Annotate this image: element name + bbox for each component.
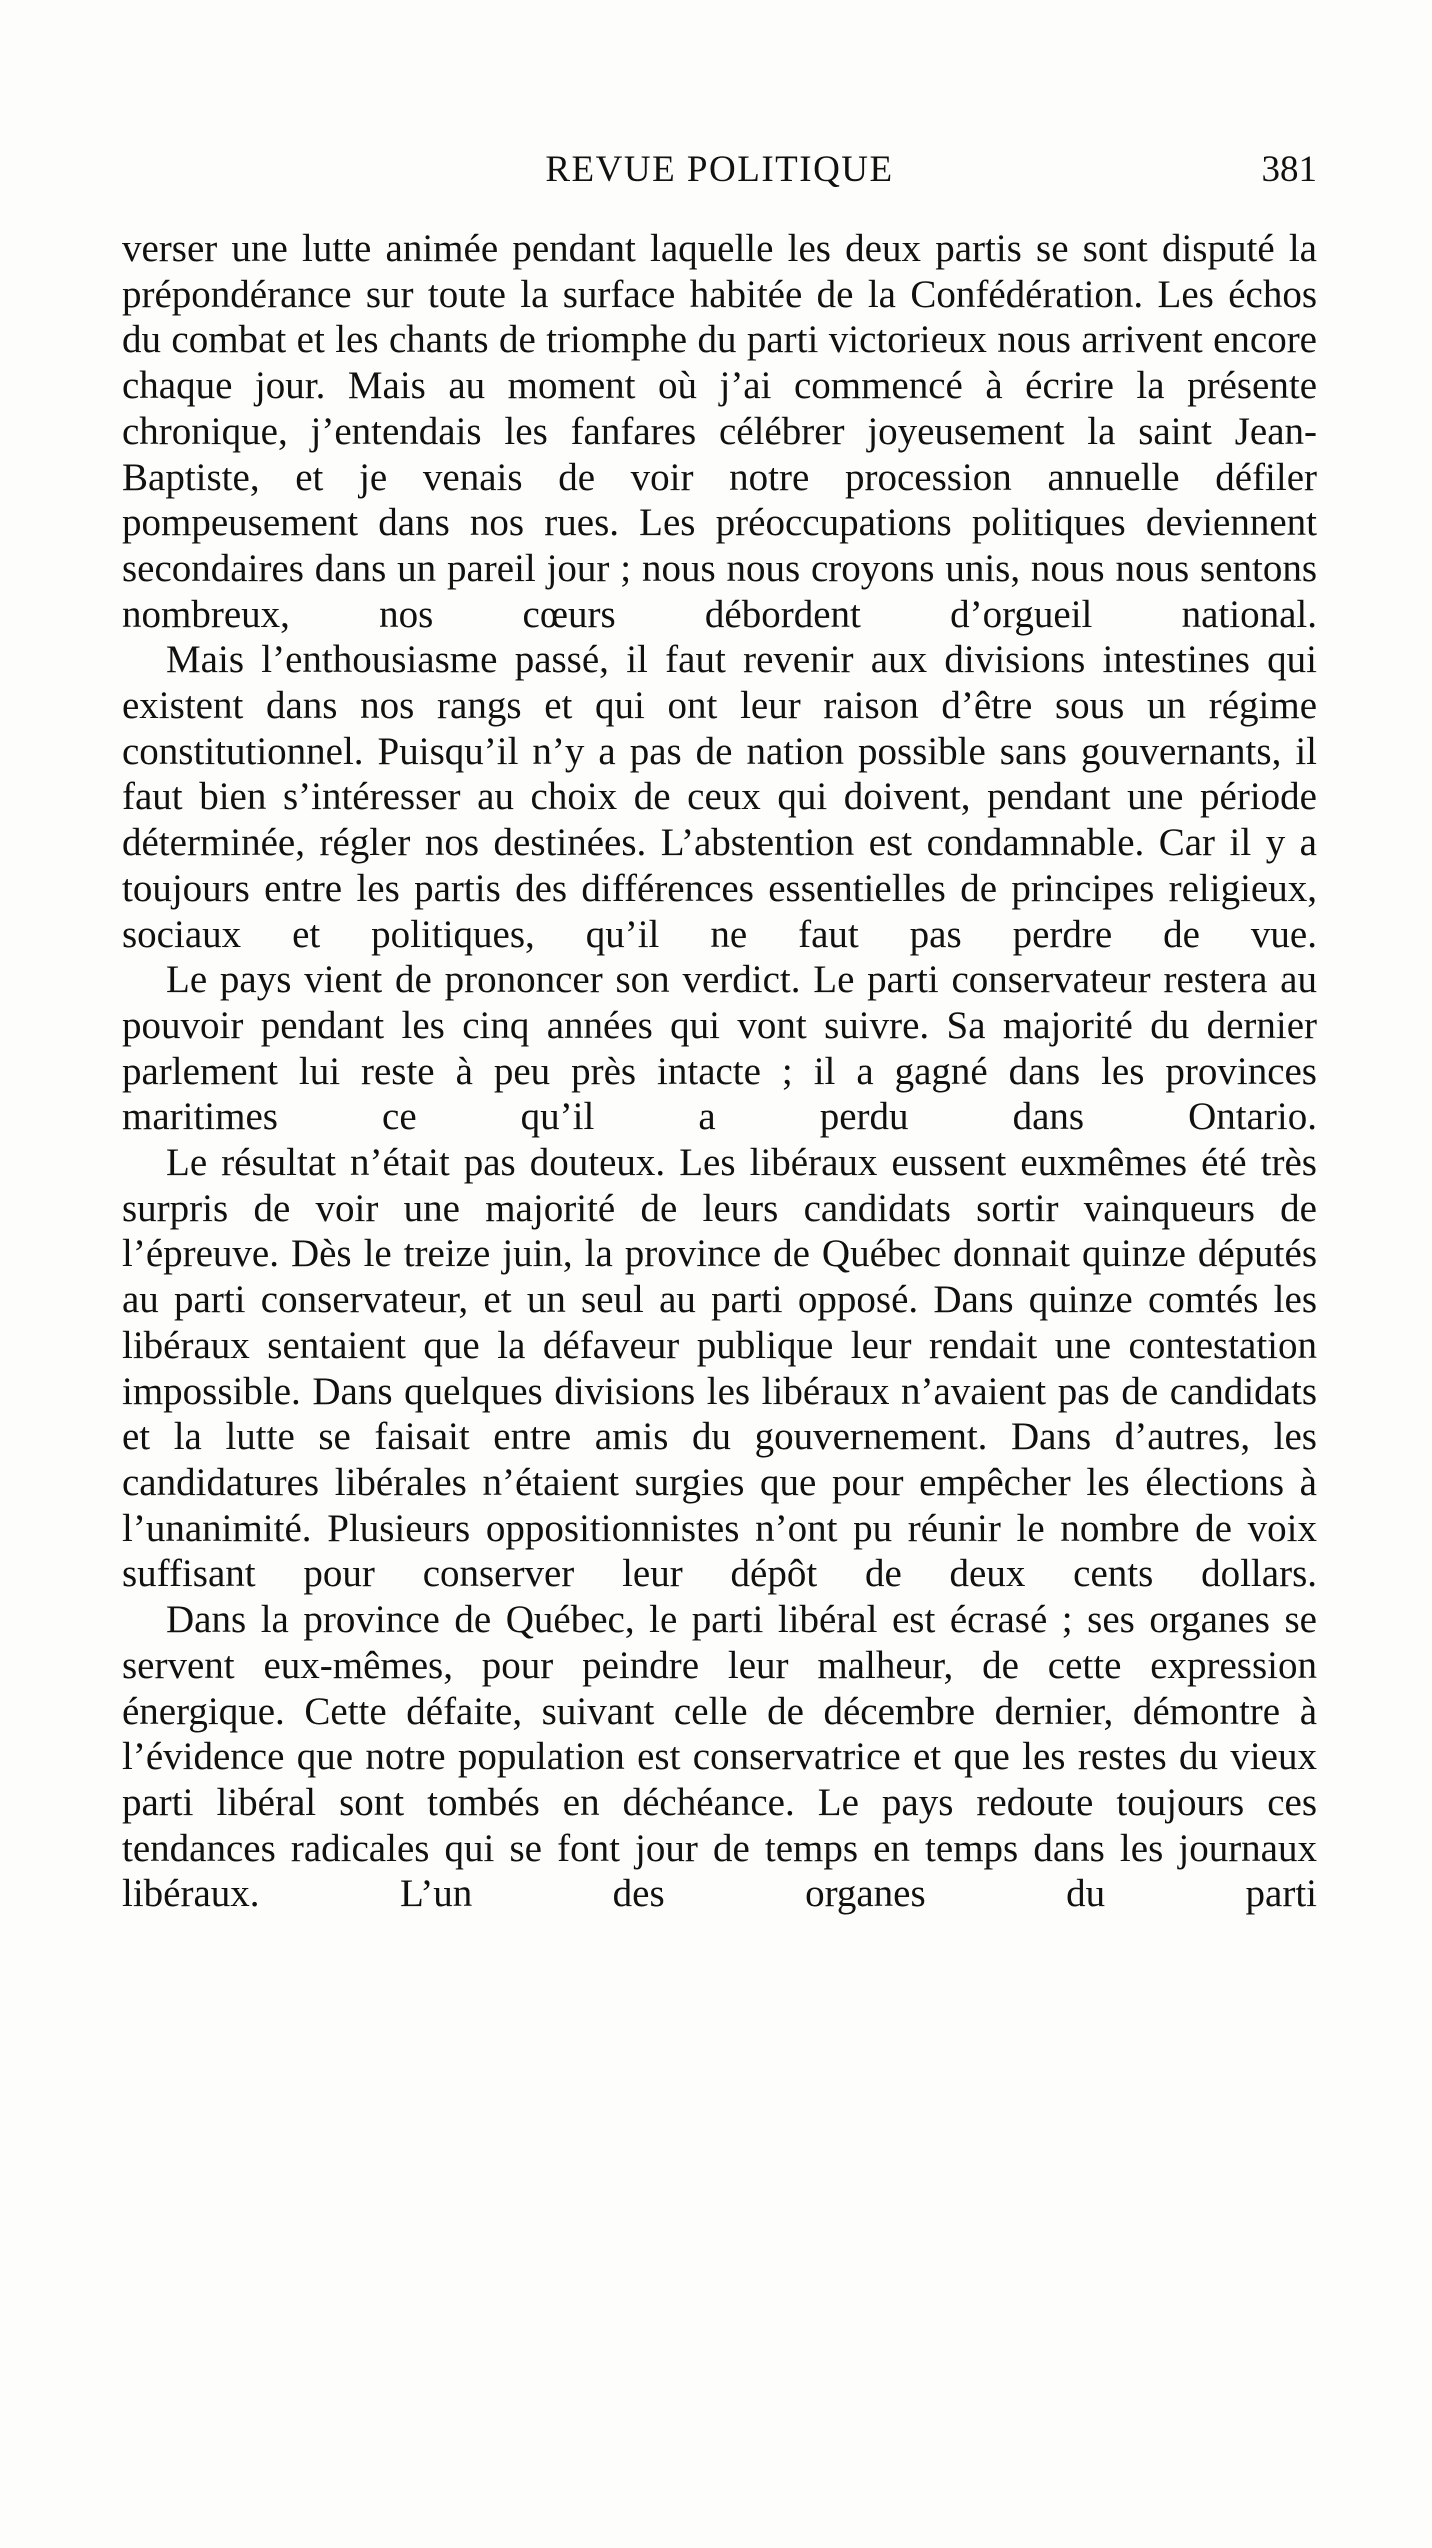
running-head [122,144,1317,196]
body-text [122,226,1317,1917]
paragraph-5: Dans la province de Québec, le parti libéral est écrasé ; ses organes se servent eux-mêmes, pour peindre leur malheur, de cette expression énergique. Cette défaite, suivant celle de décembre dernier, démontre à l’évidence que notre population est conservatrice et que les restes du vieux parti libéral sont tombés en déchéance. Le pays redoute toujours ces tendances radicales qui se font jour de temps en temps dans les journaux libéraux. L’un des organes du parti [122,1598,1317,1916]
paragraph-1: verser une lutte animée pendant laquelle les deux partis se sont disputé la prépondérance sur toute la surface habitée de la Confédération. Les échos du combat et les chants de triomphe du parti victorieux nous arrivent encore chaque jour. Mais au moment où j’ai commencé à écrire la présente chronique, j’entendais les fanfares célébrer joyeusement la saint Jean-Baptiste, et je venais de voir notre procession annuelle défiler pompeusement dans nos rues. Les préoccupations politiques deviennent secondaires dans un pareil jour ; nous nous croyons unis, nous nous sentons nombreux, nos cœurs débordent d’orgueil national. [122,227,1317,636]
paragraph-4: Le résultat n’était pas douteux. Les libéraux eussent euxmêmes été très surpris de voir une majorité de leurs candidats sortir vainqueurs de l’épreuve. Dès le treize juin, la province de Québec donnait quinze députés au parti conservateur, et un seul au parti opposé. Dans quinze comtés les libéraux sentaient que la défaveur publique leur rendait une contestation impossible. Dans quelques divisions les libéraux n’avaient pas de candidats et la lutte se faisait entre amis du gouvernement. Dans d’autres, les candidatures libérales n’étaient surgies que pour empêcher les élections à l’unanimité. Plusieurs oppositionnistes n’ont pu réunir le nombre de voix suffisant pour conserver leur dépôt de deux cents dollars. [122,1141,1317,1596]
paragraph-2: Mais l’enthousiasme passé, il faut revenir aux divisions intestines qui existent dans nos rangs et qui ont leur raison d’être sous un régime constitutionnel. Puisqu’il n’y a pas de nation possible sans gouvernants, il faut bien s’intéresser au choix de ceux qui doivent, pendant une période déterminée, régler nos destinées. L’abstention est condamnable. Car il y a toujours entre les partis des différences essentielles de principes religieux, sociaux et politiques, qu’il ne faut pas perdre de vue. [122,638,1317,956]
running-title: REVUE POLITIQUE [545,149,894,190]
page-number: 381 [1261,149,1317,190]
paragraph-3: Le pays vient de prononcer son verdict. Le parti conservateur restera au pouvoir pendant les cinq années qui vont suivre. Sa majorité du dernier parlement lui reste à peu près intacte ; il a gagné dans les provinces maritimes ce qu’il a perdu dans Ontario. [122,958,1317,1139]
